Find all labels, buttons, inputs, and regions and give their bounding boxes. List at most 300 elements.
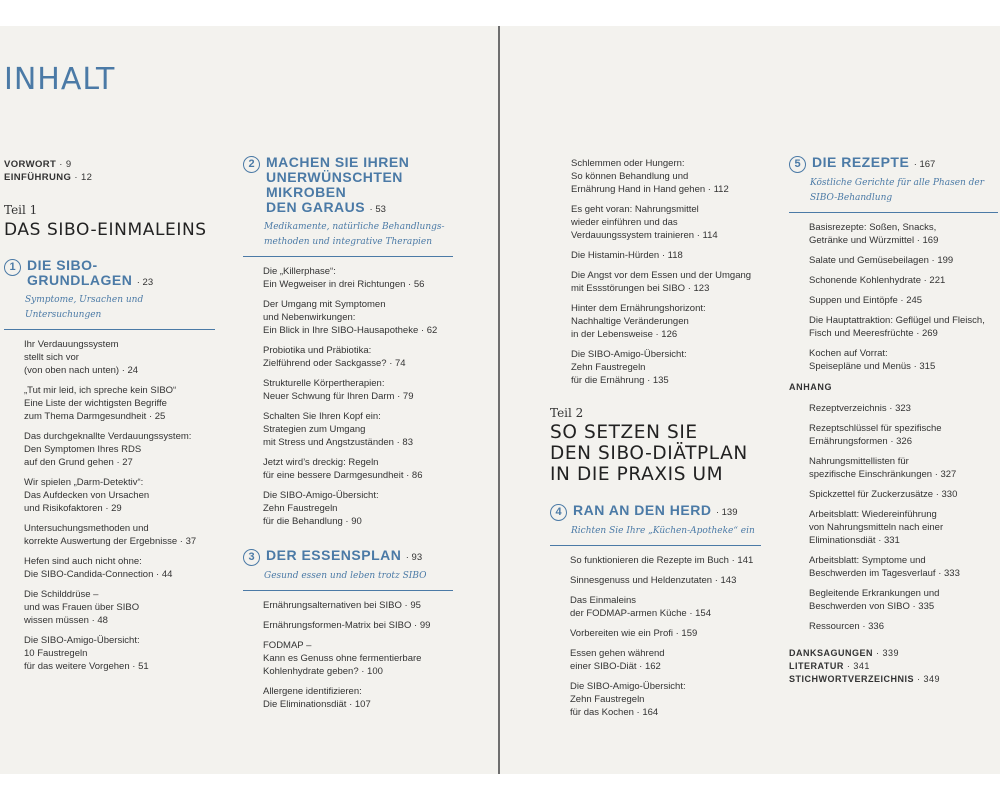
toc-entry-line xyxy=(24,364,215,377)
toc-entry-line xyxy=(263,390,453,403)
chapter-4 xyxy=(550,503,761,726)
toc-entry[interactable] xyxy=(809,508,998,547)
toc-entry-text: Schalten Sie Ihren Kopf ein: xyxy=(263,411,381,422)
toc-entry-line xyxy=(24,614,215,627)
toc-entry-page: · 159 xyxy=(675,628,698,639)
part-1-label: Teil 1 xyxy=(4,203,38,217)
toc-entry-text: für die Behandlung xyxy=(263,516,343,527)
toc-entry[interactable] xyxy=(24,555,215,581)
toc-entry-line xyxy=(263,698,453,711)
toc-entry-line xyxy=(24,430,215,443)
toc-entry-text: Ressourcen xyxy=(809,621,860,632)
toc-entry[interactable] xyxy=(263,456,453,482)
toc-entry-page: · 95 xyxy=(404,600,421,611)
toc-entry[interactable] xyxy=(809,347,998,373)
toc-entry-text: Den Symptomen Ihres RDS xyxy=(24,444,142,455)
toc-entry-line xyxy=(809,347,998,360)
chapter-heading[interactable] xyxy=(550,503,761,521)
toc-entry-text: und Risikofaktoren xyxy=(24,503,103,514)
toc-entry[interactable] xyxy=(263,265,453,291)
toc-entry-text: zum Thema Darmgesundheit xyxy=(24,411,147,422)
toc-entry-page: · 336 xyxy=(862,621,884,632)
toc-entry-line xyxy=(809,508,998,521)
toc-entry[interactable] xyxy=(571,302,761,341)
toc-entry-line xyxy=(809,422,998,435)
toc-entry[interactable] xyxy=(809,455,998,481)
toc-entry[interactable] xyxy=(24,588,215,627)
toc-entry[interactable] xyxy=(809,422,998,448)
toc-entry-line xyxy=(809,274,998,287)
toc-entry-line xyxy=(24,502,215,515)
toc-entry[interactable] xyxy=(809,221,998,247)
toc-entry-text: korrekte Auswertung der Ergebnisse xyxy=(24,536,178,547)
toc-entry-line xyxy=(571,183,761,196)
toc-entry-text: Hinter dem Ernährungshorizont: xyxy=(571,303,706,314)
toc-entry-line xyxy=(263,324,453,337)
chapter-title xyxy=(27,258,153,290)
toc-entry-page: · 333 xyxy=(938,568,960,579)
toc-entry-text: Zehn Faustregeln xyxy=(570,694,645,705)
chapter-subtitle-line: Gesund essen und leben trotz SIBO xyxy=(264,571,427,581)
toc-entry[interactable] xyxy=(571,203,761,242)
chapter-number-circle: 4 xyxy=(550,504,567,521)
toc-entry[interactable] xyxy=(24,338,215,377)
toc-entry-page: · 99 xyxy=(414,620,431,631)
toc-entry-text: Verdauungssystem trainieren xyxy=(571,230,695,241)
toc-entry-line xyxy=(24,489,215,502)
toc-entry-text: Begleitende Erkrankungen und xyxy=(809,588,940,599)
toc-entry-page: · 51 xyxy=(132,661,149,672)
toc-entry[interactable] xyxy=(571,348,761,387)
toc-entry-line xyxy=(263,685,453,698)
toc-entry-page: · 330 xyxy=(935,489,958,500)
toc-entry-line xyxy=(571,374,761,387)
toc-entry[interactable] xyxy=(263,377,453,403)
toc-entry-line xyxy=(809,521,998,534)
toc-entry-text: Zehn Faustregeln xyxy=(263,503,338,514)
toc-entry-text: Sinnesgenuss und Heldenzutaten xyxy=(570,575,713,586)
toc-entry-line xyxy=(809,468,998,481)
toc-entry-page: · 48 xyxy=(91,615,108,626)
toc-entry-text: Zielführend oder Sackgasse? xyxy=(263,358,387,369)
toc-entry-text: Fisch und Meeresfrüchte xyxy=(809,328,914,339)
toc-entry-line xyxy=(263,311,453,324)
toc-entry-text: Arbeitsblatt: Wiedereinführung xyxy=(809,509,937,520)
toc-entry[interactable] xyxy=(809,554,998,580)
toc-entry-line xyxy=(809,402,998,415)
chapter-entries xyxy=(263,599,453,711)
chapter-subtitle-line: methoden und integrative Therapien xyxy=(264,237,433,247)
toc-entry-text: Das durchgeknallte Verdauungssystem: xyxy=(24,431,192,442)
toc-entry-text: Eliminationsdiät xyxy=(809,535,876,546)
toc-entry-text: Beschwerden von SIBO xyxy=(809,601,910,612)
toc-entry-text: Die Angst vor dem Essen und der Umgang xyxy=(571,270,752,281)
chapter-subtitle-line: Richten Sie Ihre „Küchen-Apotheke“ ein xyxy=(571,526,755,536)
toc-entry-text: So können Behandlung und xyxy=(571,171,689,182)
chapter-heading[interactable] xyxy=(243,548,453,566)
toc-entry-line xyxy=(570,554,761,567)
page-gutter xyxy=(498,26,500,774)
toc-entry[interactable] xyxy=(570,554,761,567)
toc-entry-text: für eine bessere Darmgesundheit xyxy=(263,470,404,481)
part-1-title: DAS SIBO-EINMALEINS xyxy=(4,220,207,240)
toc-entry-text: (von oben nach unten) xyxy=(24,365,120,376)
back-item-stichwortverzeichnis[interactable]: STICHWORTVERZEICHNIS · 349 xyxy=(789,674,941,684)
toc-entry-text: So funktionieren die Rezepte im Buch xyxy=(570,555,729,566)
chapter-title-text: MIKROBEN xyxy=(266,184,347,200)
chapter-subtitle-line: Symptome, Ursachen und Untersuchungen xyxy=(25,295,144,320)
toc-entry-text: und was Frauen über SIBO xyxy=(24,602,140,613)
toc-entry-text: Strukturelle Körpertherapien: xyxy=(263,378,385,389)
toc-entry-line xyxy=(571,361,761,374)
toc-entry-line xyxy=(571,216,761,229)
toc-entry-line xyxy=(263,619,453,632)
toc-entry-line xyxy=(24,601,215,614)
toc-entry-text: Beschwerden im Tagesverlauf xyxy=(809,568,936,579)
toc-entry[interactable] xyxy=(809,294,998,307)
toc-entry-page: · 126 xyxy=(655,329,678,340)
toc-entry-line xyxy=(24,555,215,568)
toc-entry-line xyxy=(263,436,453,449)
toc-entry[interactable] xyxy=(263,685,453,711)
chapter-subtitle xyxy=(264,569,453,584)
toc-entry[interactable] xyxy=(571,157,761,196)
toc-entry-line xyxy=(263,344,453,357)
toc-entry-text: Rezeptschlüssel für spezifische xyxy=(809,423,942,434)
toc-entry-page: · 100 xyxy=(361,666,383,677)
chapter-5 xyxy=(789,155,998,380)
chapter-page: · 167 xyxy=(913,159,936,170)
toc-entry-page: · 269 xyxy=(916,328,938,339)
toc-entry[interactable] xyxy=(809,314,998,340)
toc-entry-text: Die Eliminationsdiät xyxy=(263,699,347,710)
chapter-title-line xyxy=(573,503,737,520)
chapter-title xyxy=(812,155,935,172)
front-item-vorwort[interactable]: VORWORT · 9 xyxy=(4,159,72,170)
toc-entry-line xyxy=(263,357,453,370)
toc-entry[interactable] xyxy=(263,344,453,370)
toc-entry-text: in der Lebensweise xyxy=(571,329,653,340)
toc-entry[interactable] xyxy=(809,274,998,287)
chapter-rule xyxy=(789,212,998,213)
toc-entry[interactable] xyxy=(24,384,215,423)
chapter-3-continued xyxy=(551,157,761,394)
toc-entry-line xyxy=(24,338,215,351)
toc-entry-text: Getränke und Würzmittel xyxy=(809,235,915,246)
appendix xyxy=(789,382,998,640)
back-item-literatur[interactable]: LITERATUR · 341 xyxy=(789,661,870,671)
toc-entry-line xyxy=(263,377,453,390)
toc-entry-page: · 143 xyxy=(714,575,737,586)
toc-entry-line xyxy=(24,588,215,601)
toc-entry[interactable] xyxy=(809,620,998,633)
toc-entry-page: · 162 xyxy=(639,661,661,672)
toc-entry-text: von Nahrungsmitteln nach einer xyxy=(809,522,944,533)
back-matter xyxy=(789,647,940,686)
chapter-entries xyxy=(571,157,761,387)
toc-entry-text: Wir spielen „Darm-Detektiv“: xyxy=(24,477,144,488)
toc-entry-line xyxy=(24,535,215,548)
toc-entry-text: einer SIBO-Diät xyxy=(570,661,637,672)
chapter-page: · 53 xyxy=(369,204,386,215)
toc-entry-line xyxy=(809,455,998,468)
toc-entry-page: · 315 xyxy=(913,361,936,372)
toc-entry-page: · 123 xyxy=(687,283,710,294)
toc-entry-line xyxy=(263,265,453,278)
toc-entry-text: und Nebenwirkungen: xyxy=(263,312,356,323)
toc-entry-text: Kohlenhydrate geben? xyxy=(263,666,359,677)
chapter-entries xyxy=(24,338,215,673)
toc-entry-text: Die Hauptattraktion: Geflügel und Fleisch, xyxy=(809,315,985,326)
chapter-1 xyxy=(4,258,215,680)
toc-entry-text: Die Schilddrüse – xyxy=(24,589,99,600)
toc-entry-line xyxy=(24,476,215,489)
toc-entry[interactable] xyxy=(24,634,215,673)
chapter-page: · 93 xyxy=(405,552,423,563)
chapter-number-circle: 5 xyxy=(789,156,806,173)
toc-entry-line xyxy=(571,203,761,216)
toc-entry-line xyxy=(263,502,453,515)
toc-entry[interactable] xyxy=(263,410,453,449)
toc-entry-text: Suppen und Eintöpfe xyxy=(809,295,898,306)
toc-entry-line xyxy=(809,435,998,448)
toc-entry[interactable] xyxy=(24,476,215,515)
chapter-page: · 23 xyxy=(136,277,154,288)
toc-entry-text: für das Kochen xyxy=(570,707,634,718)
toc-entry-page: · 24 xyxy=(121,365,139,376)
chapter-rule xyxy=(243,590,453,591)
toc-entry-text: wissen müssen xyxy=(24,615,89,626)
toc-entry-line xyxy=(24,647,215,660)
toc-entry-page: · 331 xyxy=(878,535,900,546)
chapter-subtitle-line: SIBO-Behandlung xyxy=(810,193,893,203)
toc-entry-line xyxy=(263,278,453,291)
toc-entry[interactable] xyxy=(263,599,453,612)
toc-entry-line xyxy=(570,680,761,693)
toc-entry-page: · 86 xyxy=(406,470,423,481)
toc-entry-text: Ein Blick in Ihre SIBO-Hausapotheke xyxy=(263,325,419,336)
chapter-subtitle-line: Köstliche Gerichte für alle Phasen der xyxy=(810,178,985,188)
toc-entry-page: · 114 xyxy=(696,230,718,241)
toc-entry-text: Strategien zum Umgang xyxy=(263,424,366,435)
front-matter xyxy=(4,158,92,184)
toc-entry-line xyxy=(809,600,998,613)
toc-entry-text: Die SIBO-Amigo-Übersicht: xyxy=(24,635,140,646)
toc-entry-line xyxy=(24,660,215,673)
toc-entry-text: Schonende Kohlenhydrate xyxy=(809,275,921,286)
toc-entry-text: Eine Liste der wichtigsten Begriffe xyxy=(24,398,167,409)
chapter-heading[interactable] xyxy=(789,155,998,173)
toc-entry-text: Ein Wegweiser in drei Richtungen xyxy=(263,279,406,290)
chapter-title xyxy=(266,155,409,217)
toc-entry-text: Der Umgang mit Symptomen xyxy=(263,299,386,310)
part-2-title xyxy=(550,422,748,485)
chapter-title xyxy=(266,548,422,565)
toc-entry-line xyxy=(570,607,761,620)
toc-entry-text: Basisrezepte: Soßen, Snacks, xyxy=(809,222,937,233)
toc-entry-text: Zehn Faustregeln xyxy=(571,362,646,373)
toc-entry-text: FODMAP – xyxy=(263,640,312,651)
toc-entry-line xyxy=(24,443,215,456)
toc-entry[interactable] xyxy=(809,488,998,501)
chapter-title-line xyxy=(27,273,153,290)
toc-entry-text: Das Einmaleins xyxy=(570,595,636,606)
toc-entry-page: · 327 xyxy=(934,469,957,480)
toc-entry-page: · 335 xyxy=(912,601,935,612)
toc-entry-line xyxy=(263,652,453,665)
toc-entry-page: · 62 xyxy=(420,325,438,336)
toc-entry-page: · 112 xyxy=(707,184,729,195)
toc-entry[interactable] xyxy=(809,254,998,267)
chapter-3 xyxy=(243,548,453,718)
toc-entry-line xyxy=(570,594,761,607)
toc-entry-page: · 44 xyxy=(156,569,173,580)
toc-entry-line xyxy=(24,568,215,581)
toc-entry[interactable] xyxy=(570,680,761,719)
chapter-subtitle-line: Medikamente, natürliche Behandlungs- xyxy=(264,222,445,232)
toc-entry-page: · 90 xyxy=(345,516,362,527)
part-2-title-line: DEN SIBO-DIÄTPLAN xyxy=(550,443,748,464)
toc-entry-text: Schlemmen oder Hungern: xyxy=(571,158,685,169)
toc-entry-line xyxy=(263,456,453,469)
toc-entry-page: · 25 xyxy=(148,411,166,422)
toc-entry-line xyxy=(263,515,453,528)
toc-entry[interactable] xyxy=(263,639,453,678)
toc-entry-line xyxy=(24,384,215,397)
part-2-label: Teil 2 xyxy=(550,406,584,420)
toc-entry-text: Salate und Gemüsebeilagen xyxy=(809,255,929,266)
chapter-entries xyxy=(263,265,453,528)
toc-entry-text: für die Ernährung xyxy=(571,375,645,386)
toc-entry-line xyxy=(571,249,761,262)
chapter-heading[interactable] xyxy=(243,155,453,217)
toc-entry-page: · 118 xyxy=(661,250,683,261)
toc-entry-text: Spickzettel für Zuckerzusätze xyxy=(809,489,934,500)
toc-entry[interactable] xyxy=(809,587,998,613)
toc-entry-line xyxy=(263,410,453,423)
toc-entry-page: · 56 xyxy=(408,279,425,290)
chapter-rule xyxy=(550,545,761,546)
toc-entry-text: Die SIBO-Candida-Connection xyxy=(24,569,154,580)
toc-entry-text: Probiotika und Präbiotika: xyxy=(263,345,372,356)
toc-entry-text: „Tut mir leid, ich spreche kein SIBO“ xyxy=(24,385,177,396)
toc-entry-page: · 154 xyxy=(689,608,711,619)
toc-entry-text: Die SIBO-Amigo-Übersicht: xyxy=(570,681,686,692)
toc-entry-line xyxy=(571,328,761,341)
toc-entry-text: Rezeptverzeichnis xyxy=(809,403,887,414)
chapter-title-text: DIE REZEPTE xyxy=(812,154,910,170)
toc-entry[interactable] xyxy=(570,594,761,620)
toc-entry-line xyxy=(24,522,215,535)
toc-entry[interactable] xyxy=(571,269,761,295)
back-item-danksagungen[interactable]: DANKSAGUNGEN · 339 xyxy=(789,648,900,658)
appendix-heading: ANHANG xyxy=(789,382,833,392)
toc-entry-page: · 79 xyxy=(397,391,414,402)
part-1-heading xyxy=(4,203,207,240)
toc-entry-text: spezifische Einschränkungen xyxy=(809,469,933,480)
toc-entry-line xyxy=(263,665,453,678)
toc-entry-page: · 135 xyxy=(647,375,669,386)
toc-entry-text: Die Histamin-Hürden xyxy=(571,250,660,261)
toc-entry-line xyxy=(263,298,453,311)
chapter-2 xyxy=(243,155,453,535)
toc-entry-line xyxy=(24,397,215,410)
toc-entry-line xyxy=(570,660,761,673)
toc-entry-line xyxy=(809,360,998,373)
toc-entry-text: Essen gehen während xyxy=(570,648,665,659)
toc-entry-page: · 326 xyxy=(890,436,912,447)
toc-entry-text: stellt sich vor xyxy=(24,352,79,363)
toc-entry[interactable] xyxy=(263,298,453,337)
toc-entry-text: Jetzt wird’s dreckig: Regeln xyxy=(263,457,379,468)
chapter-title-line xyxy=(27,258,153,273)
toc-entry-page: · 83 xyxy=(396,437,413,448)
toc-entry[interactable] xyxy=(809,402,998,415)
chapter-heading[interactable] xyxy=(4,258,215,290)
toc-entry-line xyxy=(809,620,998,633)
chapter-title-line xyxy=(266,548,422,565)
chapter-title-text: MACHEN SIE IHREN xyxy=(266,154,410,170)
toc-entry-page: · 245 xyxy=(900,295,923,306)
toc-entry[interactable] xyxy=(570,574,761,587)
toc-entry-text: Das Aufdecken von Ursachen xyxy=(24,490,150,501)
toc-entry-line xyxy=(263,423,453,436)
toc-entry[interactable] xyxy=(24,522,215,548)
toc-entry-text: Untersuchungsmethoden und xyxy=(24,523,149,534)
toc-entry[interactable] xyxy=(263,489,453,528)
toc-entry-line xyxy=(571,348,761,361)
toc-entry-line xyxy=(809,221,998,234)
front-item-einfuehrung[interactable]: EINFÜHRUNG · 12 xyxy=(4,172,93,183)
toc-entry-line xyxy=(571,269,761,282)
toc-entry-line xyxy=(263,469,453,482)
chapter-number-circle: 3 xyxy=(243,549,260,566)
chapter-title-line xyxy=(266,185,409,200)
part-2-title-line: IN DIE PRAXIS UM xyxy=(550,464,724,485)
toc-entry-text: Nachhaltige Veränderungen xyxy=(571,316,689,327)
toc-entry-line xyxy=(571,302,761,315)
toc-entry-line xyxy=(809,587,998,600)
chapter-subtitle xyxy=(571,524,761,539)
toc-entry[interactable] xyxy=(24,430,215,469)
chapter-subtitle xyxy=(810,176,998,206)
toc-entry-text: Allergene identifizieren: xyxy=(263,686,362,697)
toc-entry-text: Ernährung Hand in Hand gehen xyxy=(571,184,706,195)
toc-entry-text: Nahrungsmittellisten für xyxy=(809,456,909,467)
toc-entry-line xyxy=(570,706,761,719)
toc-entry-text: mit Stress und Angstzuständen xyxy=(263,437,394,448)
chapter-title-text: UNERWÜNSCHTEN xyxy=(266,169,403,185)
toc-entry-page: · 74 xyxy=(389,358,406,369)
toc-entry-line xyxy=(809,234,998,247)
chapter-entries xyxy=(809,221,998,373)
toc-entry-line xyxy=(263,639,453,652)
chapter-title-text: DER ESSENSPLAN xyxy=(266,547,402,563)
toc-entry[interactable] xyxy=(570,627,761,640)
toc-entry[interactable] xyxy=(570,647,761,673)
toc-entry-line xyxy=(571,282,761,295)
toc-entry[interactable] xyxy=(571,249,761,262)
toc-entry-text: Die „Killerphase“: xyxy=(263,266,336,277)
toc-entry-page: · 169 xyxy=(916,235,939,246)
toc-entry-page: · 27 xyxy=(116,457,133,468)
toc-entry-text: 10 Faustregeln xyxy=(24,648,88,659)
chapter-title xyxy=(573,503,737,520)
toc-entry-text: mit Essstörungen bei SIBO xyxy=(571,283,686,294)
toc-entry-line xyxy=(570,647,761,660)
chapter-title-text: DIE SIBO- xyxy=(27,257,98,273)
toc-entry[interactable] xyxy=(263,619,453,632)
